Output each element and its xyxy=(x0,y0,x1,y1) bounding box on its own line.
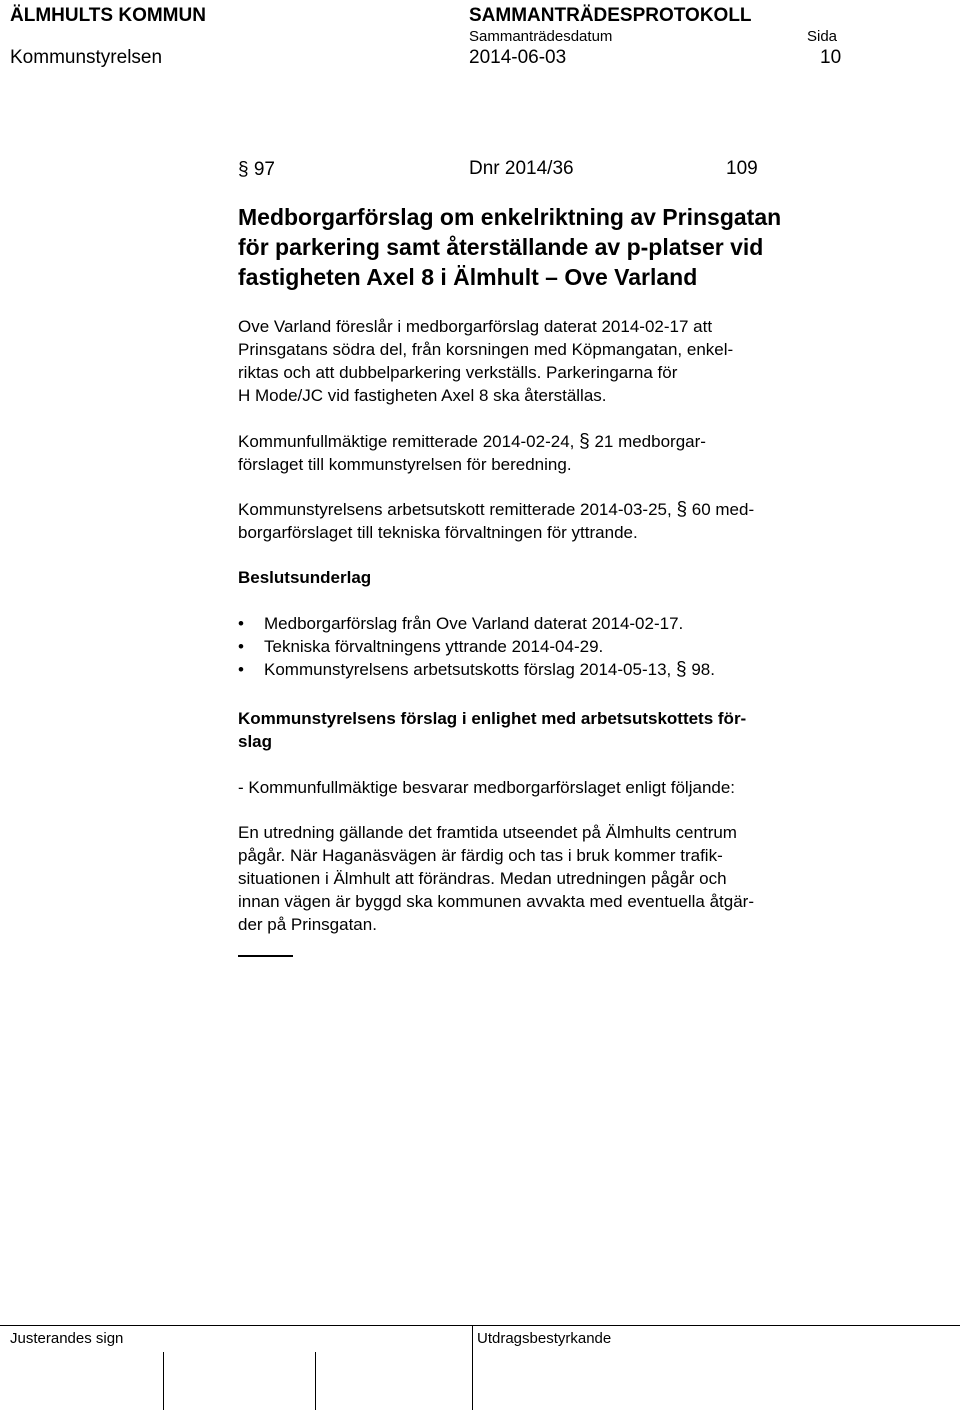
paragraph-sign: § xyxy=(676,659,687,680)
list-item xyxy=(238,658,938,681)
date-label: Sammanträdesdatum xyxy=(469,28,613,45)
paragraph-text: Kommunfullmäktige remitterade 2014-02-24, xyxy=(238,432,575,451)
municipality-name: ÄLMHULTS KOMMUN xyxy=(10,5,206,26)
paragraph-line: innan vägen är byggd ska kommunen avvakta med eventuella åtgär- xyxy=(238,892,754,911)
list-item-text: 98. xyxy=(691,660,715,679)
paragraph-line: Prinsgatans södra del, från korsningen med Köpmangatan, enkel- xyxy=(238,340,734,359)
paragraph-line: situationen i Älmhult att förändras. Medan utredningen pågår och xyxy=(238,869,727,888)
meeting-date: 2014-06-03 xyxy=(469,47,567,68)
signature-box-divider xyxy=(315,1352,316,1410)
paragraph-line: Ove Varland föreslår i medborgarförslag daterat 2014-02-17 att xyxy=(238,317,713,336)
item-number: 97 xyxy=(253,159,275,180)
list-item-text: Tekniska förvaltningens yttrande 2014-04-29. xyxy=(264,637,604,656)
page-label: Sida xyxy=(807,28,838,45)
title-line: för parkering samt återställande av p-platser vid xyxy=(238,234,764,260)
title-line: Medborgarförslag om enkelriktning av Prinsgatan xyxy=(238,204,782,230)
item-number-line xyxy=(238,158,275,181)
diary-number: Dnr 2014/36 xyxy=(469,158,574,179)
heading-line: Kommunstyrelsens förslag i enlighet med arbetsutskottets för- xyxy=(238,709,747,728)
paragraph-text: Kommunstyrelsens arbetsutskott remitterade 2014-03-25, xyxy=(238,500,672,519)
board-name: Kommunstyrelsen xyxy=(10,47,163,68)
page-number: 10 xyxy=(820,47,842,68)
list-item-text: Kommunstyrelsens arbetsutskotts förslag 2014-05-13, xyxy=(264,660,672,679)
paragraph-referral-committee xyxy=(238,498,938,544)
paragraph-line: En utredning gällande det framtida utseendet på Älmhults centrum xyxy=(238,823,737,842)
paragraph-proposal xyxy=(238,315,938,407)
protocol-title: SAMMANTRÄDESPROTOKOLL xyxy=(469,5,752,26)
bullet-icon: • xyxy=(238,637,244,656)
heading-line: slag xyxy=(238,732,273,751)
paragraph-line: borgarförslaget till tekniska förvaltningen för yttrande. xyxy=(238,523,638,542)
bullet-icon: • xyxy=(238,660,244,679)
signature-box-divider xyxy=(163,1352,164,1410)
footer-top-rule xyxy=(0,1325,960,1326)
footer-center-divider xyxy=(472,1325,473,1410)
end-divider xyxy=(238,955,293,957)
basis-heading: Beslutsunderlag xyxy=(238,568,372,587)
utdragsbestyrkande-label: Utdragsbestyrkande xyxy=(477,1330,612,1347)
decision-line: - Kommunfullmäktige besvarar medborgarförslaget enligt följande: xyxy=(238,778,736,797)
paragraph-text: 60 med- xyxy=(691,500,755,519)
bullet-icon: • xyxy=(238,614,244,633)
paragraph-line: der på Prinsgatan. xyxy=(238,915,377,934)
paragraph-referral-council xyxy=(238,430,938,476)
proposal-heading xyxy=(238,707,938,753)
paragraph-line: riktas och att dubbelparkering verkställs. Parkeringarna för xyxy=(238,363,678,382)
paragraph-line: pågår. När Haganäsvägen är färdig och tas i bruk kommer trafik- xyxy=(238,846,723,865)
item-title xyxy=(238,202,938,292)
paragraph-text: 21 medborgar- xyxy=(594,432,706,451)
justerandes-sign-label: Justerandes sign xyxy=(10,1330,124,1347)
basis-list xyxy=(238,612,938,681)
list-item xyxy=(238,612,938,635)
paragraph-sign: § xyxy=(238,159,249,180)
list-item xyxy=(238,635,938,658)
answer-paragraph xyxy=(238,821,938,936)
paragraph-sign: § xyxy=(676,499,688,520)
paragraph-sign: § xyxy=(579,431,590,452)
list-item-text: Medborgarförslag från Ove Varland daterat 2014-02-17. xyxy=(264,614,684,633)
item-reference: 109 xyxy=(726,158,758,179)
paragraph-line xyxy=(238,430,938,453)
paragraph-line: H Mode/JC vid fastigheten Axel 8 ska återställas. xyxy=(238,386,607,405)
paragraph-line: förslaget till kommunstyrelsen för beredning. xyxy=(238,455,572,474)
title-line: fastigheten Axel 8 i Älmhult – Ove Varland xyxy=(238,264,698,290)
paragraph-line xyxy=(238,498,938,521)
